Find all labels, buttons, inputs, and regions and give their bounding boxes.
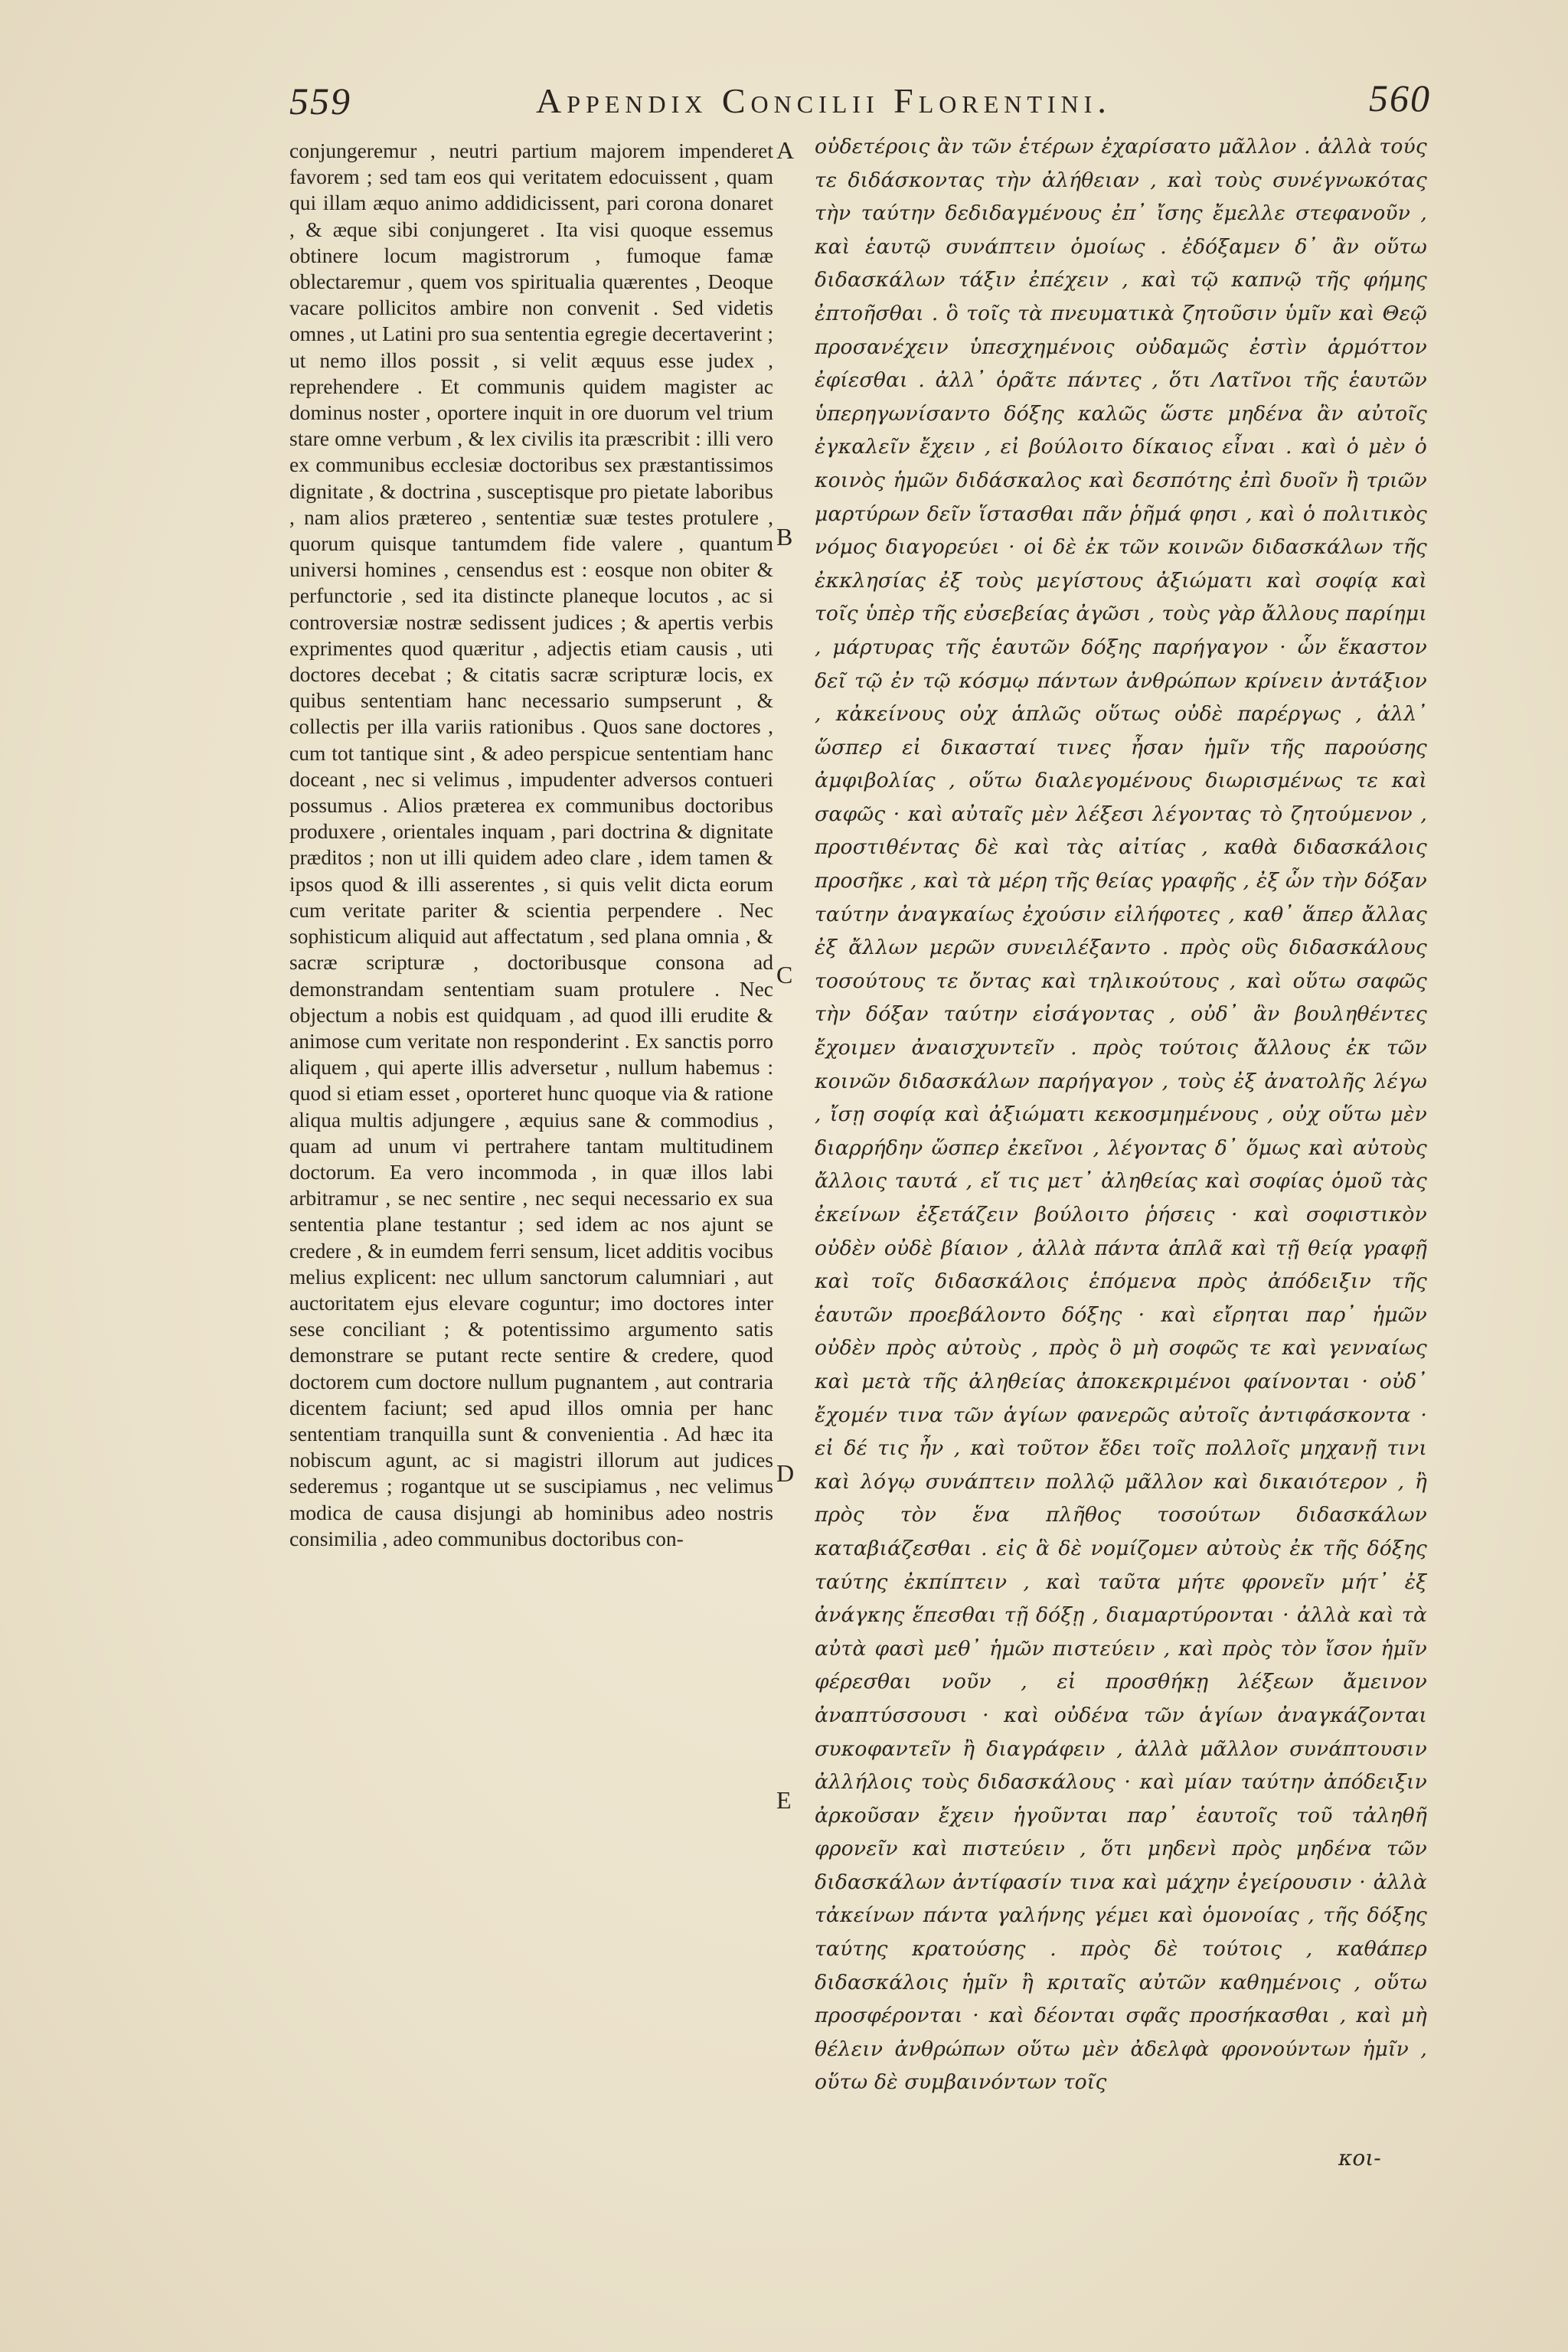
page-number-right: 560 — [1369, 77, 1431, 119]
section-markers — [776, 136, 807, 2127]
catchword: κοι- — [1338, 2145, 1381, 2171]
greek-text: οὐδετέροις ἂν τῶν ἑτέρων ἐχαρίσατο μᾶλλον . ἀλλὰ τούς τε διδάσκοντας τὴν ἀλήθειαν , καὶ τοὺς συνέγνωκότας τὴν ταύτην δεδιδαγμένους ἐπ᾽ ἴσης ἔμελλε στεφανοῦν , καὶ ἑαυτῷ συνάπτειν ὁμοίως . ἐδόξαμεν δ᾽ ἂν οὕτω διδασκάλων τάξιν ἐπέχειν , καὶ τῷ καπνῷ τῆς φήμης ἐπτοῆσθαι . ὃ τοῖς τὰ πνευματικὰ ζητοῦσιν ὑμῖν καὶ Θεῷ προσανέχειν ὑπεσχημένοις οὐδαμῶς ἐστὶν ἁρμόττον ἐφίεσθαι . ἀλλ᾽ ὁρᾶτε πάντες , ὅτι Λατῖνοι τῆς ἑαυτῶν ὑπερηγωνίσαντο δόξης καλῶς ὥστε μηδένα ἂν αὐτοῖς ἐγκαλεῖν ἔχειν , εἰ βούλοιτο δίκαιος εἶναι . καὶ ὁ μὲν ὁ κοινὸς ἡμῶν διδάσκαλος καὶ δεσπότης ἐπὶ δυοῖν ἢ τριῶν μαρτύρων δεῖν ἵστασθαι πᾶν ῥῆμά φησι , καὶ ὁ πολιτικὸς νόμος διαγορεύει · οἱ δὲ ἐκ τῶν κοινῶν διδασκάλων τῆς ἐκκλησίας ἐξ τοὺς μεγίστους ἀξιώματι καὶ σοφίᾳ καὶ τοῖς ὑπὲρ τῆς εὐσεβείας ἀγῶσι , τοὺς γὰρ ἄλλους παρίημι , μάρτυρας τῆς ἑαυτῶν δόξης παρήγαγον · ὧν ἕκαστον δεῖ τῷ ἐν τῷ κόσμῳ πάντων ἀνθρώπων κρίνειν ἀντάξιον , κἀκείνους οὐχ ἁπλῶς οὕτως οὐδὲ παρέργως , ἀλλ᾽ ὥσπερ εἰ δικασταί τινες ἦσαν ἡμῖν τῆς παρούσης ἀμφιβολίας , οὕτω διαλεγομένους διωρισμένως τε καὶ σαφῶς · καὶ αὐταῖς μὲν λέξεσι λέγοντας τὸ ζητούμενον , προστιθέντας δὲ καὶ τὰς αἰτίας , καθὰ διδασκάλοις προσῆκε , καὶ τὰ μέρη τῆς θείας γραφῆς , ἐξ ὧν τὴν δόξαν ταύτην ἀναγκαίως ἐχούσιν εἰλήφοτες , καθ᾽ ἅπερ ἄλλας ἐξ ἄλλων μερῶν συνειλέξαντο . πρὸς οὓς διδασκάλους τοσούτους τε ὄντας καὶ τηλικούτους , καὶ οὕτω σαφῶς τὴν δόξαν ταύτην εἰσάγοντας , οὐδ᾽ ἂν βουληθέντες ἔχοιμεν ἀναισχυντεῖν . πρὸς τούτοις ἄλλους ἐκ τῶν κοινῶν διδασκάλων παρήγαγον , τοὺς ἐξ ἀνατολῆς λέγω , ἴσῃ σοφίᾳ καὶ ἀξιώματι κεκοσμημένους , οὐχ οὕτω μὲν διαρρήδην ὥσπερ ἐκεῖνοι , λέγοντας δ᾽ ὅμως καὶ αὐτοὺς ἄλλοις ταυτά , εἴ τις μετ᾽ ἀληθείας καὶ σοφίας ὁμοῦ τὰς ἐκείνων ἐξετάζειν βούλοιτο ῥήσεις · καὶ σοφιστικὸν οὐδὲν οὐδὲ βίαιον , ἀλλὰ πάντα ἁπλᾶ καὶ τῇ θείᾳ γραφῇ καὶ τοῖς διδασκάλοις ἑπόμενα πρὸς ἀπόδειξιν τῆς ἑαυτῶν προεβάλοντο δόξης · καὶ εἴρηται παρ᾽ ἡμῶν οὐδὲν πρὸς αὐτοὺς , πρὸς ὃ μὴ σοφῶς τε καὶ γενναίως καὶ μετὰ τῆς ἀληθείας ἀποκεκριμένοι φαίνονται · οὐδ᾽ ἔχομέν τινα τῶν ἁγίων φανερῶς αὐτοῖς ἀντιφάσκοντα · εἰ δέ τις ἦν , καὶ τοῦτον ἔδει τοῖς πολλοῖς μηχανῇ τινι καὶ λόγῳ συνάπτειν πολλῷ μᾶλλον καὶ δικαιότερον , ἢ πρὸς τὸν ἕνα πλῆθος τοσούτων διδασκάλων καταβιάζεσθαι . εἰς ἃ δὲ νομίζομεν αὐτοὺς ἐκ τῆς δόξης ταύτης ἐκπίπτειν , καὶ ταῦτα μήτε φρονεῖν μήτ᾽ ἐξ ἀνάγκης ἕπεσθαι τῇ δόξῃ , διαμαρτύρονται · ἀλλὰ καὶ τὰ αὐτὰ φασὶ μεθ᾽ ἡμῶν πιστεύειν , καὶ πρὸς τὸν ἴσον ἡμῖν φέρεσθαι νοῦν , εἰ προσθήκῃ λέξεων ἄμεινον ἀναπτύσσουσι · καὶ οὐδένα τῶν ἁγίων ἀναγκάζονται συκοφαντεῖν ἢ διαγράφειν , ἀλλὰ μᾶλλον συνάπτουσιν ἀλλήλοις τοὺς διδασκάλους · καὶ μίαν ταύτην ἀπόδειξιν ἀρκοῦσαν ἔχειν ἡγοῦνται παρ᾽ ἑαυτοῖς τοῦ τἀληθῆ φρονεῖν καὶ πιστεύειν , ὅτι μηδενὶ πρὸς μηδένα τῶν διδασκάλων ἀντίφασίν τινα καὶ μάχην ἐγείρουσιν · ἀλλὰ τἀκείνων πάντα γαλήνης γέμει καὶ ὁμονοίας , τῆς δόξης ταύτης κρατούσης . πρὸς δὲ τούτοις , καθάπερ διδασκάλοις ἡμῖν ἢ κριταῖς αὐτῶν καθημένοις , οὕτω προσφέρονται · καὶ δέονται σφᾶς προσήκασθαι , καὶ μὴ θέλειν ἀνθρώπων οὕτω μὲν ἀδελφὰ φρονούντων ἡμῖν , οὕτω δὲ συμβαινόντων τοῖς — [815, 135, 1427, 2095]
section-marker-c: C — [776, 961, 793, 988]
section-marker-e: E — [776, 1786, 792, 1814]
greek-column — [815, 130, 1427, 2151]
running-title: Appendix Concilii Florentini. — [536, 81, 1112, 120]
latin-column — [289, 138, 773, 2144]
section-marker-b: B — [776, 523, 793, 550]
latin-text: conjungeremur , neutri partium majorem impenderet favorem ; sed tam eos qui veritatem edocuissent , quam qui illam æquo animo addidicissent, pari corona donaret , & æque sibi conjungeret . Ita visi quoque essemus obtinere locum magistrorum , fumoque famæ oblectaremur , quem vos spiritualia quærentes , Deoque vacare pollicitos ambire non convenit . Sed videtis omnes , ut Latini pro sua sententia egregie decertaverint ; ut nemo illos possit , si velit æquus esse judex , reprehendere . Et communis quidem magister ac dominus noster , oportere inquit in ore duorum vel trium stare omne verbum , & lex civilis ita præscribit : illi vero ex communibus ecclesiæ doctoribus sex præstantissimos dignitate , & doctrina , susceptisque pro pietate laboribus , nam alios prætereo , sententiæ suæ testes protulere , quorum quisque tantumdem fide valere , quantum universi homines , censendus est : eosque non obiter & perfunctorie , sed ita distincte planeque locutos , ac si controversiæ nostræ sedissent judices ; & apertis verbis exprimentes quod quæritur , adjectis etiam causis , uti doctores decebat ; & citatis sacræ scripturæ locis, ex quibus sententiam hanc necessario sumpserunt , & collectis per illa variis rationibus . Quos sane doctores , cum tot tantique sint , & adeo perspicue sententiam hanc doceant , nec si velimus , impudenter adversos contueri possumus . Alios præterea ex communibus doctoribus produxere , orientales inquam , pari doctrina & dignitate præditos ; non ut illi quidem adeo clare , idem tamen & ipsos quod & illi asserentes , si quis velit dicta eorum cum veritate pariter & scientia perpendere . Nec sophisticum aliquid aut affectatum , sed plana omnia , & sacræ scripturæ , doctoribusque consona ad demonstrandam sententiam suam protulere . Nec objectum a nobis est quidquam , ad quod illi erudite & animose cum veritate non responderint . Ex sanctis porro aliquem , qui aperte illis adversetur , nullum habemus : quod si etiam esset , oporteret hunc quoque via & ratione aliqua multis adjungere , æquius sane & commodius , quam ad unum vi pertrahere tantam multitudinem doctorum. Ea vero incommoda , in quæ illos labi arbitramur , se nec sentire , nec sequi necessario ex sua sententia plane testantur ; sed idem ac nos ajunt se credere , & in eumdem ferri sensum, licet additis vocibus melius explicent: nec ullum sanctorum calumniari , aut auctoritatem ejus elevare coguntur; imo doctores inter sese conciliant ; & potentissimo argumento satis demonstrare se putant recte sentire & credere, quod doctorem cum doctore nullum pugnantem , aut contraria dicentem faciunt; sed apud illos omnia per hanc sententiam tranquilla sunt & convenientia . Ad hæc ita nobiscum agunt, ac si magistri illorum aut judices sederemus ; rogantque ut se suscipiamus , nec velimus modica de causa disjungi ab hominibus adeo nostris consimilia , adeo communibus doctoribus con- — [289, 139, 773, 1550]
section-marker-a: A — [776, 136, 795, 164]
page-header — [0, 73, 1568, 126]
section-marker-d: D — [776, 1459, 795, 1487]
page-number-left: 559 — [289, 80, 351, 122]
